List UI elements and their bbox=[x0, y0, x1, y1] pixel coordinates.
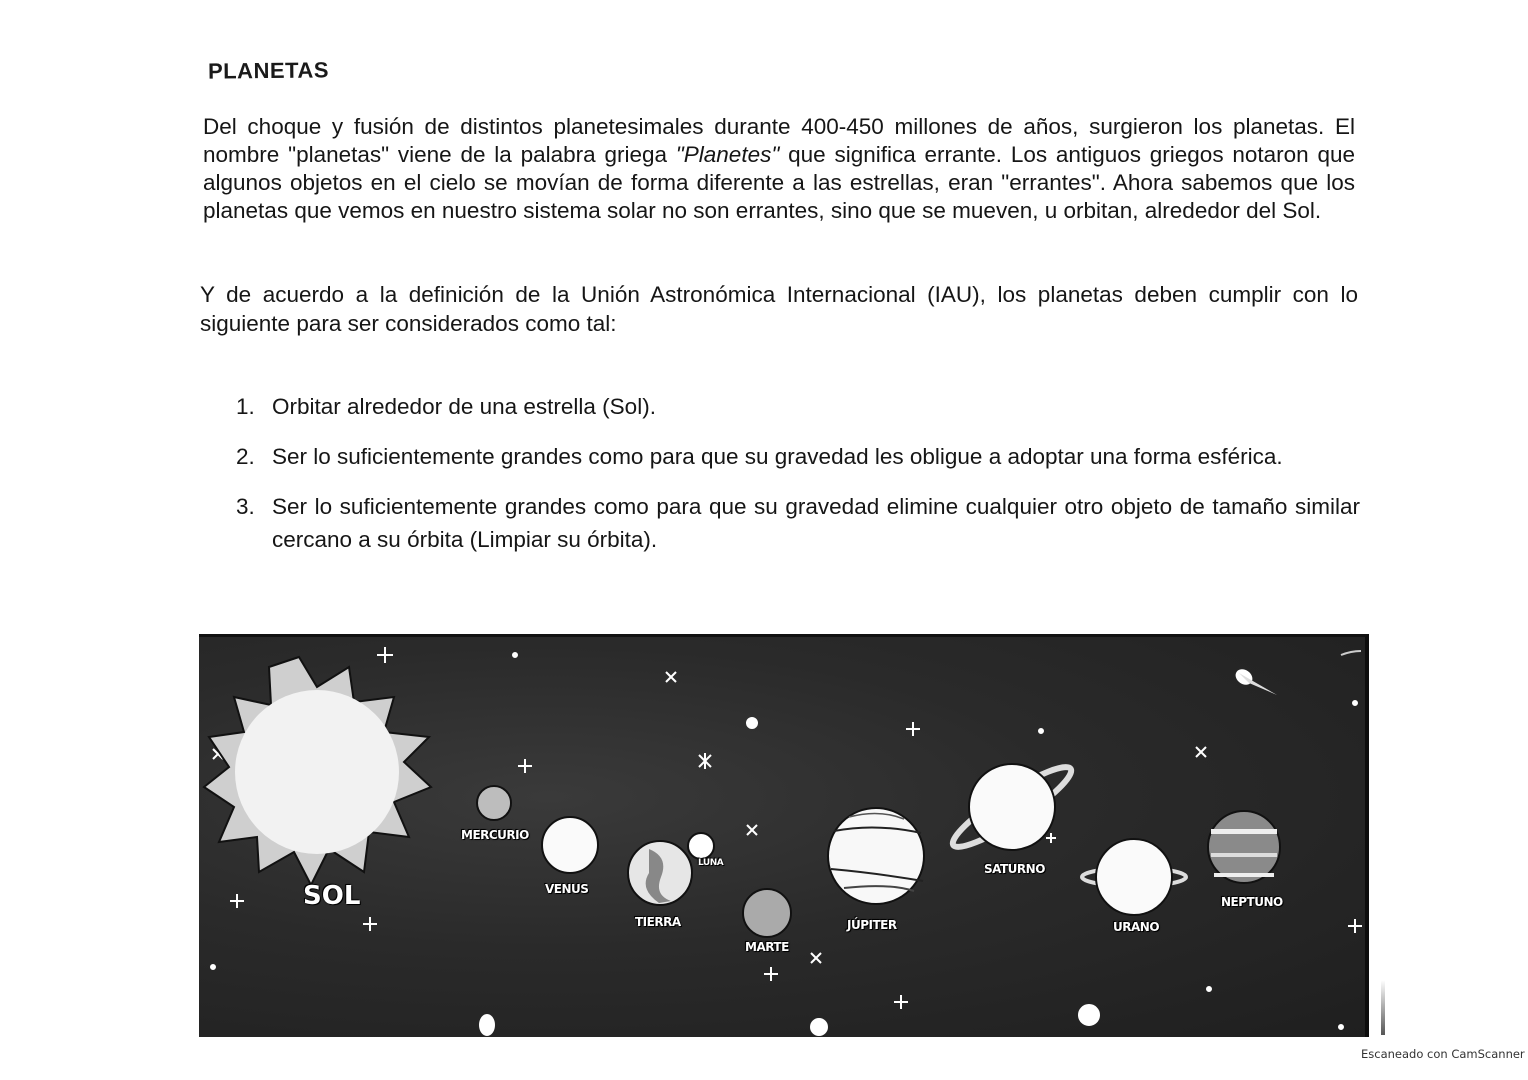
list-item bbox=[236, 440, 1360, 473]
scan-edge-shadow bbox=[1381, 980, 1385, 1035]
iau-definition-paragraph: Y de acuerdo a la definición de la Unión Astronómica Internacional (IAU), los planetas deben cumplir con lo siguiente para ser considerados como tal: bbox=[200, 282, 1358, 336]
uranus-icon bbox=[1082, 839, 1186, 915]
intro-text-part1: Del choque y fusión de distintos planetesimales durante 400-450 millones de años, surgieron los planetas. El nombre "planetas" viene de la palabra griega bbox=[203, 114, 1355, 167]
star-icon bbox=[811, 1019, 827, 1035]
label-uranus: URANO bbox=[1113, 920, 1160, 934]
saturn-icon bbox=[946, 757, 1079, 857]
intro-text-part2: que significa errante. Los antiguos griegos notaron que algunos objetos en el cielo se movían de forma diferente a las estrellas, eran "errantes". Ahora sabemos que los planetas que vemos en nuestro sistema solar no son errantes, sino que se mueven, u orbitan, alrededor del Sol. bbox=[203, 142, 1355, 223]
star-icon bbox=[1353, 701, 1357, 705]
list-item bbox=[236, 390, 1360, 423]
star-icon bbox=[1046, 833, 1056, 843]
list-item bbox=[236, 490, 1360, 556]
scanner-watermark: Escaneado con CamScanner bbox=[1361, 1047, 1525, 1061]
list-item-text: Ser lo suficientemente grandes como para que su gravedad les obligue a adoptar una forma esférica. bbox=[272, 444, 1283, 469]
sun-icon bbox=[204, 657, 431, 885]
star-icon bbox=[480, 1015, 494, 1035]
star-icon bbox=[906, 722, 920, 736]
label-saturn: SATURNO bbox=[984, 862, 1045, 876]
star-icon bbox=[1348, 919, 1362, 933]
mercury-icon bbox=[477, 786, 511, 820]
star-icon bbox=[699, 753, 711, 769]
earth-icon bbox=[628, 841, 692, 905]
intro-italic-term: "Planetes" bbox=[675, 142, 780, 167]
list-item-number: 2. bbox=[236, 444, 255, 469]
star-icon bbox=[518, 759, 532, 773]
solar-system-illustration bbox=[199, 634, 1369, 1037]
intro-paragraph bbox=[203, 113, 1355, 225]
venus-icon bbox=[542, 817, 598, 873]
star-icon bbox=[377, 647, 393, 663]
label-earth: TIERRA bbox=[635, 915, 681, 929]
star-icon bbox=[747, 718, 757, 728]
label-moon: LUNA bbox=[698, 858, 724, 868]
neptune-icon bbox=[1208, 811, 1280, 883]
star-icon bbox=[230, 894, 244, 908]
moon-icon bbox=[688, 833, 714, 859]
star-icon bbox=[211, 965, 215, 969]
label-neptune: NEPTUNO bbox=[1221, 895, 1283, 909]
comet-icon bbox=[1233, 666, 1277, 695]
mars-icon bbox=[743, 889, 791, 937]
solar-system-graphic bbox=[199, 637, 1365, 1037]
star-icon bbox=[1339, 1025, 1343, 1029]
page-title: PLANETAS bbox=[207, 57, 330, 84]
star-icon bbox=[1079, 1005, 1099, 1025]
star-icon bbox=[894, 995, 908, 1009]
criteria-list bbox=[236, 390, 1360, 573]
list-item-text: Ser lo suficientemente grandes como para que su gravedad elimine cualquier otro objeto de tamaño similar cercano a su órbita (Limpiar su órbita). bbox=[272, 494, 1360, 552]
label-mars: MARTE bbox=[745, 940, 789, 954]
label-venus: VENUS bbox=[545, 882, 589, 896]
star-icon bbox=[1207, 987, 1211, 991]
list-item-text: Orbitar alrededor de una estrella (Sol). bbox=[272, 394, 656, 419]
jupiter-icon bbox=[828, 808, 924, 904]
star-icon bbox=[513, 653, 517, 657]
star-icon bbox=[811, 953, 821, 963]
list-item-number: 1. bbox=[236, 394, 255, 419]
list-item-number: 3. bbox=[236, 494, 255, 519]
star-icon bbox=[764, 967, 778, 981]
label-sun: SOL bbox=[303, 881, 361, 911]
star-icon bbox=[1196, 747, 1206, 757]
label-mercury: MERCURIO bbox=[461, 828, 529, 842]
star-icon bbox=[1039, 729, 1043, 733]
star-icon bbox=[666, 672, 676, 682]
label-jupiter: JÚPITER bbox=[847, 918, 897, 932]
star-icon bbox=[363, 917, 377, 931]
star-icon bbox=[747, 825, 757, 835]
